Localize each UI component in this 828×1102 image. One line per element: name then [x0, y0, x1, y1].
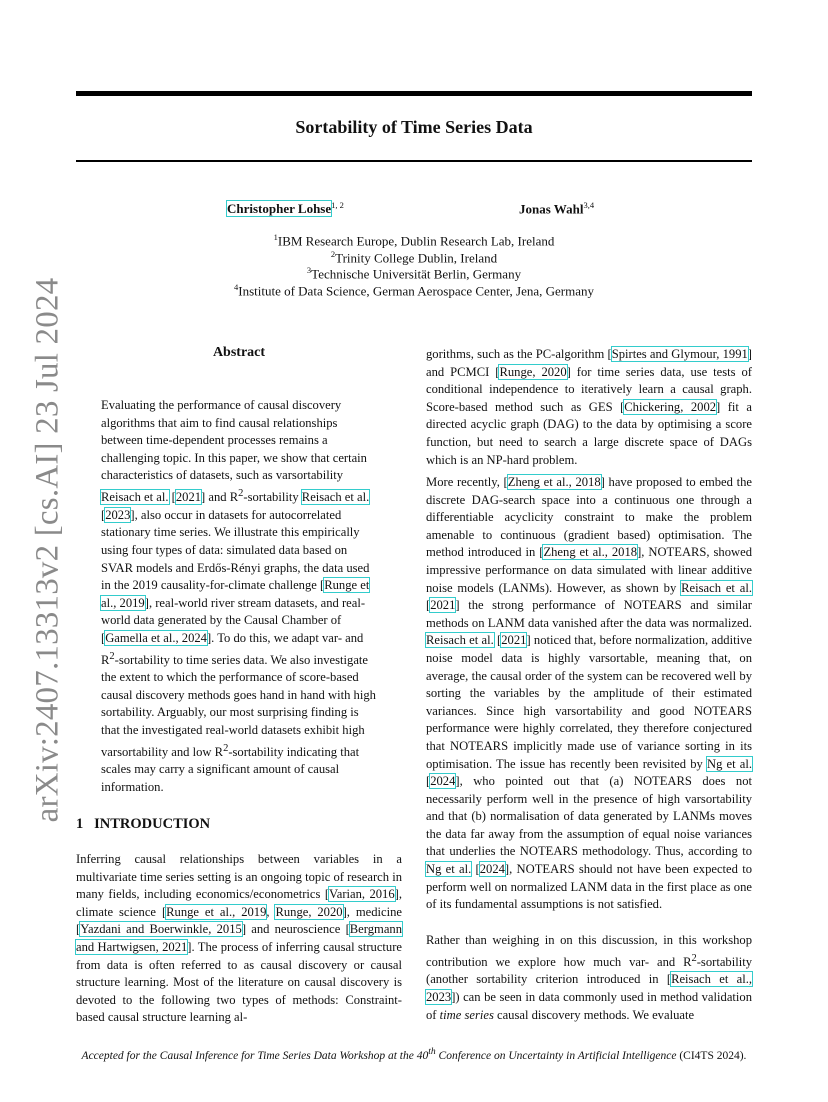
citation-link[interactable]: Reisach et al.: [426, 633, 494, 648]
abstract-heading: Abstract: [212, 345, 266, 360]
body-text: noticed that, before normalization, additive noise model data is highly varsortable, meaning that, on average, the causal order of the system can be recovered well by sorting the variables by the amplitude of their estimated variances. Since high varsortability and good NOTEARS performance were highly correlated, they therefore conjectured that NOTEARS implicitly made use of variance sorting in its optimisation. The issue has recently been revisited by: [426, 633, 752, 771]
right-paragraph-3: Rather than weighing in on this discussion, in this workshop contribution we explore how much var- and $R^2$-sortability (another sortability criterion introduced in [Reisach et al., 2023]) can be seen in data commonly used in method validation of time series causal discovery methods. We evaluate: [426, 933, 753, 1022]
body-text: Inferring causal relationships between variables in a multivariate time series setting is an ongoing topic of research in many fields, including economics/econometrics: [76, 852, 402, 902]
title-rule: [76, 160, 752, 162]
affil-1-sup: 1: [273, 232, 278, 242]
citation-link[interactable]: Zheng et al., 2018: [507, 475, 601, 489]
arxiv-id-text: arXiv:2407.13313v2 [cs.AI] 23 Jul 2024: [29, 277, 66, 823]
footer-plain: (CI4TS 2024).: [676, 1049, 747, 1062]
author-1-link[interactable]: Christopher Lohse: [227, 201, 332, 217]
affiliation-1: [0, 232, 828, 249]
affil-2-text: Trinity College Dublin, Ireland: [335, 250, 498, 266]
citation-link[interactable]: Reisach et al., 2023: [426, 972, 753, 1004]
author-2-sup: 3,4: [583, 200, 595, 210]
abstract-text: and R: [205, 490, 239, 505]
right-paragraph-1: gorithms, such as the PC-algorithm [Spirtes and Glymour, 1991] and PCMCI [Runge, 2020] for time series data, use tests of conditional independence to iteratively learn a causal graph. Score-based method such as GES [Chickering, 2002] fit a directed acyclic graph (DAG) to the data by optimising a score function, but need to search a large discrete space of DAGs which is an NP-hard problem.: [426, 347, 752, 467]
affil-4-sup: 4: [233, 282, 239, 292]
citation-year-link[interactable]: 2021: [175, 490, 202, 505]
affiliation-4: [0, 282, 828, 299]
abstract-text: , real-world river stream datasets, and real-world data generated by the Causal Chamber of: [101, 595, 366, 628]
footer-italic: Conference on Uncertainty in Artificial Intelligence: [435, 1049, 677, 1062]
affiliation-3: [0, 265, 828, 282]
citation-year-link[interactable]: 2021: [430, 598, 456, 613]
superscript: 2: [238, 487, 244, 499]
citation-link[interactable]: Runge et al., 2019: [101, 578, 370, 610]
author-2: [519, 200, 594, 217]
abstract-text: , also occur in datasets for autocorrelated stationary time series. We illustrate this empirically using four types of data: simulated data based on SVAR models and Erdős-Rényi graphs, the data used in the 2019 causality-for-climate challenge: [101, 507, 370, 593]
section-title: INTRODUCTION: [94, 816, 211, 832]
citation-year-link[interactable]: 2024: [430, 774, 456, 789]
superscript: 2: [691, 952, 697, 964]
abstract-text: -sortability to time series data. We also investigate the extent to which the performance of score-based causal discovery methods goes hand in hand with high sortability. Arguably, our most surprising finding is that the investigated real-world datasets exhibit high varsortability and low R: [101, 652, 376, 759]
citation-link[interactable]: Bergmann and Hartwigsen, 2021: [76, 922, 402, 954]
affil-3-text: Technische Universität Berlin, Germany: [311, 266, 522, 282]
affil-4-text: Institute of Data Science, German Aerospace Center, Jena, Germany: [238, 283, 594, 299]
affil-3-sup: 3: [306, 265, 312, 275]
footer-italic: Accepted for the Causal Inference for Time Series Data Workshop at the 40: [81, 1049, 429, 1062]
citation-link[interactable]: Zheng et al., 2018: [543, 545, 638, 560]
citation-link[interactable]: Ng et al.: [426, 862, 472, 877]
body-text: , who pointed out that (a) NOTEARS does not necessarily perform well in the presence of high varsortability and that (b) normalisation of data generated by LANMs moves the data far away from the assumption of equal noise variances that underlies the NOTEARS methodology. Thus, according to: [426, 774, 752, 859]
body-text: and neuroscience: [246, 922, 346, 937]
citation-link[interactable]: Spirtes and Glymour, 1991: [611, 347, 748, 361]
abstract-text: -sortability: [243, 490, 302, 505]
citation-link[interactable]: Chickering, 2002: [624, 399, 717, 414]
citation-link[interactable]: Runge et al., 2019: [166, 904, 267, 919]
superscript: 2: [223, 742, 229, 754]
body-text: ) can be seen in data commonly used in method validation of: [426, 989, 752, 1022]
body-text: gorithms, such as the PC-algorithm: [426, 347, 608, 361]
affiliation-2: [0, 249, 828, 266]
author-1: [227, 200, 344, 217]
body-text: causal discovery methods. We evaluate: [493, 1007, 695, 1022]
body-text: . The process of inferring causal structure from data is often referred to as causal discovery or causal structure learning. Most of the literature on causal discovery is devoted to the following two types of methods: Constraint-based causal structure learning al-: [76, 939, 402, 1025]
citation-year-link[interactable]: 2024: [479, 862, 505, 877]
paper-title: Sortability of Time Series Data: [295, 117, 533, 137]
body-text: , climate science: [76, 887, 403, 919]
author-2-name: Jonas Wahl: [519, 201, 584, 217]
section-heading: [76, 816, 210, 833]
citation-link[interactable]: Ng et al.: [706, 756, 752, 771]
citation-link[interactable]: Reisach et al.: [101, 490, 169, 505]
body-text: have proposed to embed the discrete DAG-search space into a continuous one through a differentiable acyclicity constraint to make the problem amenable to continuous (gradient based) optimisation. The method introduced in: [426, 475, 752, 560]
intro-paragraph: Inferring causal relationships between variables in a multivariate time series setting is an ongoing topic of research in many fields, including economics/econometrics [Varian, 2016], climate science [Runge et al., 2019, Runge, 2020], medicine [Yazdani and Boerwinkle, 2015] and neuroscience [Bergmann and Hartwigsen, 2021]. The process of inferring causal structure from data is often referred to as causal discovery or causal structure learning. Most of the literature on causal discovery is devoted to the following two types of methods: Constraint-based causal structure learning al-: [76, 852, 403, 1025]
body-text: More recently,: [426, 475, 504, 489]
body-text: Rather than weighing in on this discussion, in this workshop contribution we explore how much var- and R: [426, 933, 752, 969]
citation-link[interactable]: Reisach et al.: [301, 490, 370, 505]
body-text: , NOTEARS, showed impressive performance on data simulated with linear additive noise models (LANMs). However, as shown by: [426, 545, 752, 595]
affil-2-sup: 2: [330, 249, 336, 259]
affil-1-text: IBM Research Europe, Dublin Research Lab, Ireland: [277, 233, 555, 249]
body-text: , NOTEARS should not have been expected to perform well on normalized LANM data in the first place as one of its fundamental assumptions is not satisfied.: [426, 862, 752, 912]
citation-year-link[interactable]: 2021: [501, 633, 527, 648]
abstract-text: Evaluating the performance of causal discovery algorithms that aim to find causal relationships between time-dependent processes remains a challenging topic. In this paper, we show that certain characteristics of datasets, such as varsortability: [101, 398, 367, 483]
body-text: , medicine: [346, 904, 402, 919]
body-text: fit a directed acyclic graph (DAG) to the data by optimising a score function, but need to search a large discrete space of DAGs which is an NP-hard problem.: [426, 399, 752, 467]
top-rule: [76, 91, 752, 96]
citation-link[interactable]: Reisach et al.: [681, 580, 752, 595]
body-text: the strong performance of NOTEARS and similar methods on LANM data vanished after the data was normalized.: [426, 598, 752, 630]
emphasis-text: time series: [439, 1007, 494, 1022]
footer-note: [0, 1046, 828, 1062]
abstract-text: -sortability indicating that scales may carry a significant amount of causal information.: [101, 744, 360, 795]
citation-link[interactable]: Runge, 2020: [499, 364, 567, 379]
section-number: 1: [76, 816, 84, 832]
superscript: 2: [109, 650, 115, 662]
body-text: for time series data, use tests of conditional independence to iteratively learn a causal graph. Score-based method such as GES: [426, 364, 752, 414]
body-text: -sortability (another sortability criterion introduced in: [426, 954, 752, 987]
footer-sup: th: [428, 1046, 436, 1057]
body-text: and PCMCI: [426, 364, 496, 379]
citation-link[interactable]: Yazdani and Boerwinkle, 2015: [80, 922, 242, 937]
right-paragraph-2: More recently, [Zheng et al., 2018] have proposed to embed the discrete DAG-search space into a continuous one through a differentiable acyclicity constraint to make the problem amenable to continuous (gradient based) optimisation. The method introduced in [Zheng et al., 2018], NOTEARS, showed impressive performance on data simulated with linear additive noise models (LANMs). However, as shown by Reisach et al. [2021] the strong performance of NOTEARS and similar methods on LANM data vanished after the data was normalized. Reisach et al. [2021] noticed that, before normalization, additive noise model data is highly varsortable, meaning that, on average, the causal order of the system can be recovered well by sorting the variables by the amplitude of their estimated variances. Since high varsortability and good NOTEARS performance were highly correlated, they therefore conjectured that NOTEARS implicitly made use of variance sorting in its optimisation. The issue has recently been revisited by Ng et al. [2024], who pointed out that (a) NOTEARS does not necessarily perform well in the presence of high varsortability and that (b) normalisation of data generated by LANMs moves the data far away from the assumption of equal noise variances that underlies the NOTEARS methodology. Thus, according to Ng et al. [2024], NOTEARS should not have been expected to perform well on normalized LANM data in the first place as one of its fundamental assumptions is not satisfied.: [426, 475, 752, 912]
citation-link[interactable]: Varian, 2016: [329, 887, 395, 902]
citation-link[interactable]: Gamella et al., 2024: [105, 630, 207, 645]
abstract-body: Evaluating the performance of causal discovery algorithms that aim to find causal relationships between time-dependent processes remains a challenging topic. In this paper, we show that certain characteristics of datasets, such as varsortability Reisach et al. [2021] and $R^2$-sortability Reisach et al. [2023], also occur in datasets for autocorrelated stationary time series. We illustrate this empirically using four types of data: simulated data based on SVAR models and Erdős-Rényi graphs, the data used in the 2019 causality-for-climate challenge [Runge et al., 2019], real-world river stream datasets, and real-world data generated by the Causal Chamber of [Gamella et al., 2024]. To do this, we adapt var- and $R^2$-sortability to time series data. We also investigate the extent to which the performance of score-based causal discovery methods goes hand in hand with high sortability. Arguably, our most surprising finding is that the investigated real-world datasets exhibit high varsortability and low $R^2$-sortability indicating that scales may carry a significant amount of causal information.: [101, 398, 376, 795]
citation-link[interactable]: Runge, 2020: [275, 904, 343, 919]
citation-year-link[interactable]: 2023: [105, 507, 131, 522]
author-1-sup: 1, 2: [331, 200, 344, 210]
abstract-text: . To do this, we adapt var- and R: [101, 630, 364, 667]
